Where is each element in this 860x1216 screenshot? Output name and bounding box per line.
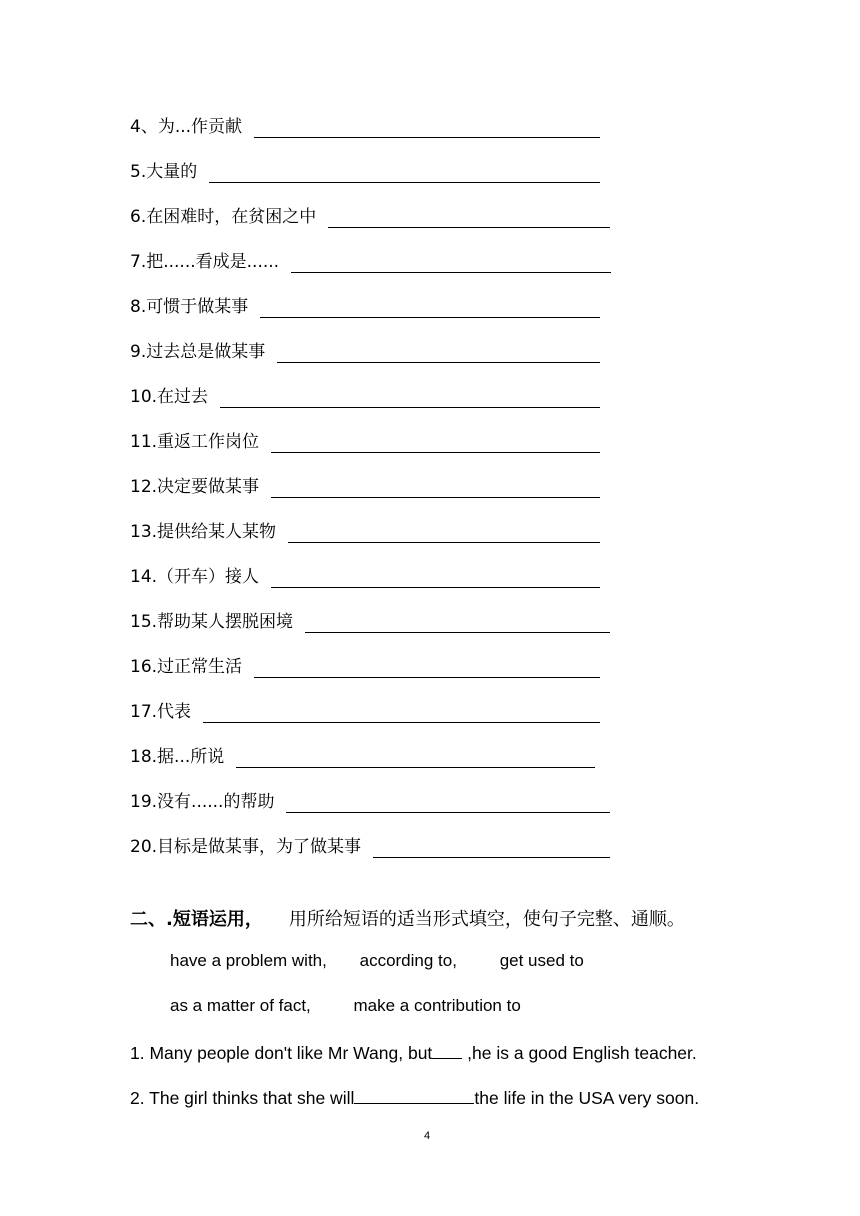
vocab-label: 15.帮助某人摆脱困境	[130, 612, 294, 632]
section-2-instruction: 用所给短语的适当形式填空，使句子完整、通顺。	[288, 909, 685, 930]
vocab-row	[130, 476, 600, 498]
vocab-label: 18.据...所说	[130, 747, 225, 767]
section-2-title: 二、.短语运用，	[130, 909, 263, 930]
vocab-row	[130, 431, 600, 453]
sentence-2-before: 2. The girl thinks that she will	[130, 1088, 355, 1108]
answer-blank[interactable]	[209, 162, 600, 183]
vocab-row	[130, 701, 600, 723]
answer-blank[interactable]	[305, 612, 610, 633]
sentence-1-before: 1. Many people don't like Mr Wang, but	[130, 1043, 433, 1063]
answer-blank[interactable]	[271, 432, 600, 453]
sentence-2-after: the life in the USA very soon.	[474, 1088, 700, 1108]
vocab-row	[130, 386, 600, 408]
vocab-label: 11.重返工作岗位	[130, 432, 260, 452]
vocab-row	[130, 521, 600, 543]
answer-blank[interactable]	[260, 297, 600, 318]
answer-blank[interactable]	[328, 207, 610, 228]
sentence-1-after: ,he is a good English teacher.	[462, 1043, 697, 1063]
answer-blank[interactable]	[254, 117, 600, 138]
vocab-row	[130, 206, 610, 228]
vocab-row	[130, 746, 595, 768]
vocab-label: 13.提供给某人某物	[130, 522, 277, 542]
vocab-row	[130, 611, 610, 633]
answer-blank[interactable]	[286, 792, 610, 813]
vocab-row	[130, 566, 600, 588]
phrase-item: according to,	[359, 951, 457, 970]
vocab-row	[130, 296, 600, 318]
phrase-item: have a problem with,	[170, 951, 327, 970]
vocab-label: 9.过去总是做某事	[130, 342, 266, 362]
answer-blank[interactable]	[354, 1085, 474, 1104]
phrase-item: make a contribution to	[353, 996, 521, 1015]
vocab-label: 10.在过去	[130, 387, 209, 407]
vocab-label: 5.大量的	[130, 162, 198, 182]
vocab-label: 12.决定要做某事	[130, 477, 260, 497]
phrase-bank-row-2	[170, 995, 521, 1017]
vocab-row	[130, 341, 600, 363]
answer-blank[interactable]	[277, 342, 600, 363]
answer-blank[interactable]	[271, 567, 600, 588]
vocab-row	[130, 161, 600, 183]
vocab-label: 6.在困难时，在贫困之中	[130, 207, 317, 227]
vocab-row	[130, 791, 610, 813]
phrase-item: as a matter of fact,	[170, 996, 311, 1015]
vocab-row	[130, 116, 600, 138]
vocab-row	[130, 656, 600, 678]
vocab-row	[130, 251, 611, 273]
vocab-label: 4、为...作贡献	[130, 117, 243, 137]
sentence-1	[130, 1040, 697, 1064]
vocab-label: 20.目标是做某事，为了做某事	[130, 837, 362, 857]
phrase-bank-row-1	[170, 950, 584, 972]
answer-blank[interactable]	[236, 747, 595, 768]
answer-blank[interactable]	[271, 477, 600, 498]
vocab-label: 7.把......看成是......	[130, 252, 280, 272]
vocab-row	[130, 836, 610, 858]
answer-blank[interactable]	[291, 252, 611, 273]
answer-blank[interactable]	[373, 837, 610, 858]
answer-blank[interactable]	[203, 702, 600, 723]
vocab-label: 19.没有......的帮助	[130, 792, 275, 812]
vocab-label: 8.可惯于做某事	[130, 297, 249, 317]
answer-blank[interactable]	[288, 522, 600, 543]
sentence-2	[130, 1085, 699, 1109]
vocab-label: 14.（开车）接人	[130, 567, 260, 587]
page-number: 4	[424, 1130, 431, 1142]
vocab-label: 17.代表	[130, 702, 192, 722]
phrase-item: get used to	[499, 951, 584, 970]
answer-blank[interactable]	[432, 1040, 462, 1059]
vocab-label: 16.过正常生活	[130, 657, 243, 677]
section-2-heading	[130, 907, 685, 933]
answer-blank[interactable]	[254, 657, 600, 678]
answer-blank[interactable]	[220, 387, 600, 408]
